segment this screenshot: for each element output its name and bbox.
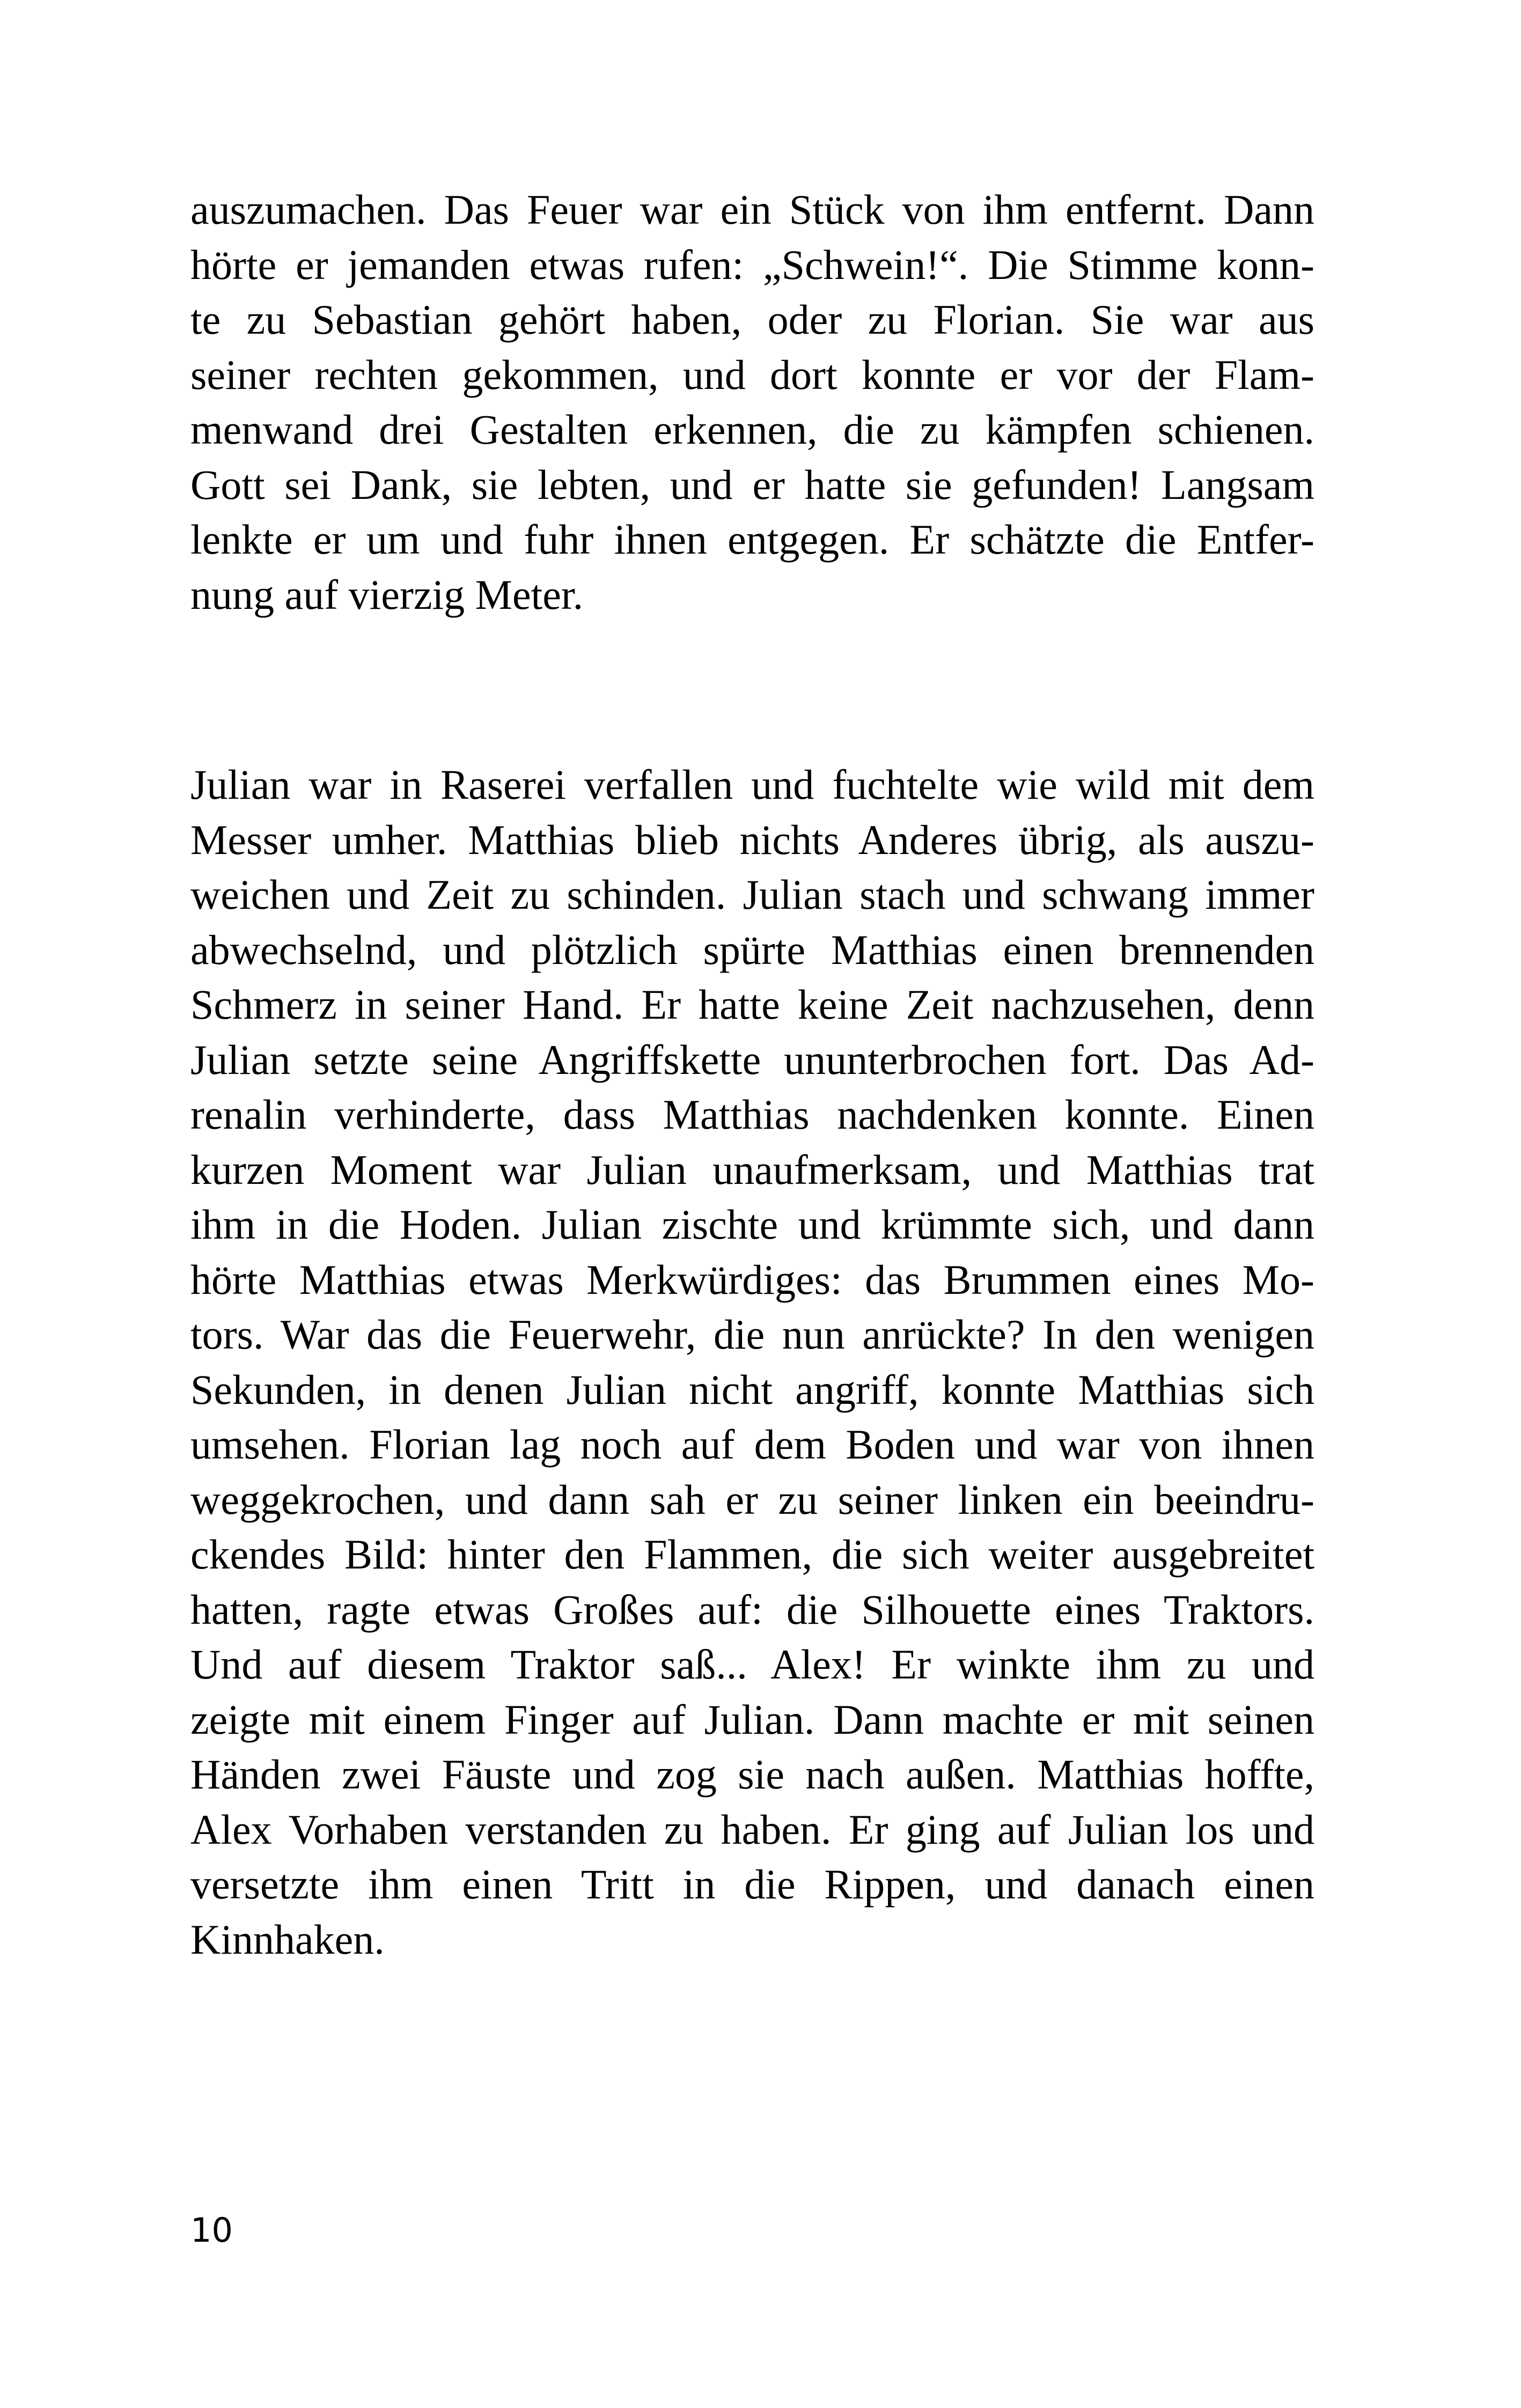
- text-line: seiner rechten gekommen, und dort konnte er vor der Flam-: [190, 351, 1314, 398]
- text-line: ckendes Bild: hinter den Flammen, die sich weiter ausgebreitet: [190, 1531, 1314, 1578]
- text-line: versetzte ihm einen Tritt in die Rippen, und danach einen: [190, 1861, 1314, 1908]
- text-line: Messer umher. Matthias blieb nichts Anderes übrig, als auszu-: [190, 816, 1314, 863]
- text-line: hatten, ragte etwas Großes auf: die Silhouette eines Traktors.: [190, 1586, 1314, 1633]
- text-line: Und auf diesem Traktor saß... Alex! Er winkte ihm zu und: [190, 1641, 1314, 1688]
- text-line: kurzen Moment war Julian unaufmerksam, und Matthias trat: [190, 1146, 1314, 1193]
- text-line: Kinnhaken.: [190, 1916, 385, 1963]
- text-line: te zu Sebastian gehört haben, oder zu Florian. Sie war aus: [190, 296, 1314, 343]
- page-number: 10: [190, 2211, 233, 2250]
- paragraph-1: [190, 182, 1314, 622]
- text-line: Julian setzte seine Angriffskette ununterbrochen fort. Das Ad-: [190, 1036, 1314, 1083]
- text-line: Händen zwei Fäuste und zog sie nach außen. Matthias hoffte,: [190, 1751, 1314, 1798]
- text-line: lenkte er um und fuhr ihnen entgegen. Er schätzte die Entfer-: [190, 516, 1314, 563]
- text-line: ihm in die Hoden. Julian zischte und krümmte sich, und dann: [190, 1201, 1314, 1248]
- text-line: tors. War das die Feuerwehr, die nun anrückte? In den wenigen: [190, 1311, 1314, 1358]
- text-line: hörte Matthias etwas Merkwürdiges: das Brummen eines Mo-: [190, 1256, 1314, 1303]
- text-line: auszumachen. Das Feuer war ein Stück von ihm entfernt. Dann: [190, 186, 1314, 233]
- text-line: Sekunden, in denen Julian nicht angriff, konnte Matthias sich: [190, 1366, 1314, 1413]
- text-line: Alex Vorhaben verstanden zu haben. Er ging auf Julian los und: [190, 1806, 1314, 1853]
- paragraph-2: [190, 757, 1314, 1967]
- text-line: Gott sei Dank, sie lebten, und er hatte sie gefunden! Langsam: [190, 461, 1314, 508]
- text-line: zeigte mit einem Finger auf Julian. Dann machte er mit seinen: [190, 1696, 1314, 1743]
- text-line: Julian war in Raserei verfallen und fuchtelte wie wild mit dem: [190, 761, 1314, 808]
- text-line: renalin verhinderte, dass Matthias nachdenken konnte. Einen: [190, 1091, 1314, 1138]
- text-line: weggekrochen, und dann sah er zu seiner linken ein beeindru-: [190, 1476, 1314, 1523]
- text-line: hörte er jemanden etwas rufen: „Schwein!“. Die Stimme konn-: [190, 241, 1314, 288]
- text-line: abwechselnd, und plötzlich spürte Matthias einen brennenden: [190, 926, 1314, 973]
- text-line: weichen und Zeit zu schinden. Julian stach und schwang immer: [190, 871, 1314, 918]
- text-line: Schmerz in seiner Hand. Er hatte keine Zeit nachzusehen, denn: [190, 981, 1314, 1028]
- text-line: menwand drei Gestalten erkennen, die zu kämpfen schienen.: [190, 406, 1314, 453]
- text-line: nung auf vierzig Meter.: [190, 571, 584, 618]
- text-line: umsehen. Florian lag noch auf dem Boden und war von ihnen: [190, 1421, 1314, 1468]
